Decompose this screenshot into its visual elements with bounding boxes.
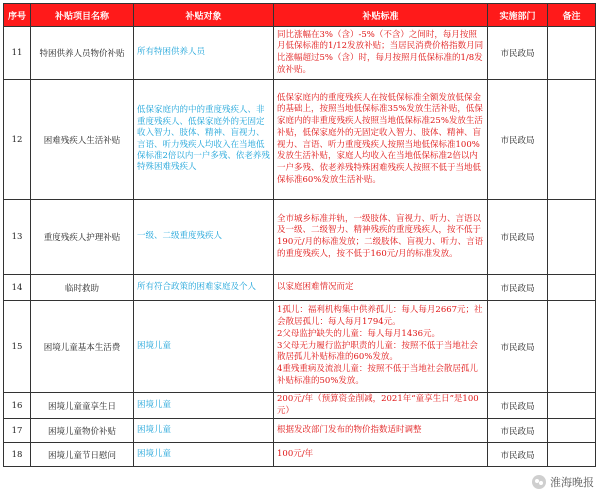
row-standard: 低保家庭内的重度残疾人在按低保标准全额发放低保金的基础上，按照当地低保标准35%发放生活补贴，低保家庭内的非重度残疾人按照当地低保标准25%发放生活补贴，低保家庭外的无固定收入智力、肢体、精神、盲视力、言语、听力重度残疾人按照当地低保标准100%发放生活补贴，家庭人均收入在当地低保标准2倍以内一户多残、依老养残特殊困难残疾人按照不低于当地低保标准60%发放生活补贴。 bbox=[274, 80, 488, 200]
table-row bbox=[4, 419, 596, 443]
row-target: 困境儿童 bbox=[134, 301, 274, 393]
row-no: 15 bbox=[4, 301, 31, 393]
table-row bbox=[4, 80, 596, 200]
table-row bbox=[4, 275, 596, 301]
header-row bbox=[4, 4, 596, 27]
row-name: 临时救助 bbox=[31, 275, 134, 301]
table-row bbox=[4, 200, 596, 275]
header-no: 序号 bbox=[4, 4, 31, 27]
row-name: 困境儿童节日慰问 bbox=[31, 443, 134, 467]
row-name: 困境儿童基本生活费 bbox=[31, 301, 134, 393]
row-target: 一级、二级重度残疾人 bbox=[134, 200, 274, 275]
row-note bbox=[548, 393, 596, 419]
row-dept: 市民政局 bbox=[488, 419, 548, 443]
watermark-text: 淮海晚报 bbox=[550, 476, 594, 489]
row-no: 17 bbox=[4, 419, 31, 443]
row-target: 困境儿童 bbox=[134, 419, 274, 443]
row-name: 重度残疾人护理补贴 bbox=[31, 200, 134, 275]
row-no: 13 bbox=[4, 200, 31, 275]
row-dept: 市民政局 bbox=[488, 443, 548, 467]
row-dept: 市民政局 bbox=[488, 27, 548, 80]
row-target: 所有特困供养人员 bbox=[134, 27, 274, 80]
row-note bbox=[548, 275, 596, 301]
table-row bbox=[4, 301, 596, 393]
row-note bbox=[548, 443, 596, 467]
watermark bbox=[532, 474, 594, 490]
table-row bbox=[4, 393, 596, 419]
row-standard: 100元/年 bbox=[274, 443, 488, 467]
row-standard: 200元/年（预算资金削减，2021年“童享生日”是100元） bbox=[274, 393, 488, 419]
table-row bbox=[4, 27, 596, 80]
header-name: 补贴项目名称 bbox=[31, 4, 134, 27]
row-note bbox=[548, 301, 596, 393]
table-row bbox=[4, 443, 596, 467]
row-dept: 市民政局 bbox=[488, 275, 548, 301]
row-target: 低保家庭内的中的重度残疾人、非重度残疾人、低保家庭外的无固定收入智力、肢体、精神、盲视力、言语、听力残疾人均收入在当地低保标准2倍以内一户多残、依老养残特殊困难残疾人 bbox=[134, 80, 274, 200]
row-dept: 市民政局 bbox=[488, 301, 548, 393]
standard-line: 4重残重病及流浪儿童：按照不低于当地社会散居孤儿补贴标准的50%发放。 bbox=[277, 364, 478, 386]
header-target: 补贴对象 bbox=[134, 4, 274, 27]
standard-line: 1孤儿：福利机构集中供养孤儿：每人每月2667元；社会散居孤儿：每人每月1794元。 bbox=[277, 305, 483, 328]
standard-line: 3父母无力履行监护职责的儿童：按照不低于当地社会散居孤儿补贴标准的60%发放。 bbox=[277, 340, 478, 363]
row-note bbox=[548, 80, 596, 200]
row-note bbox=[548, 27, 596, 80]
standard-line: 2父母监护缺失的儿童：每人每月1436元。 bbox=[277, 328, 441, 339]
row-note bbox=[548, 200, 596, 275]
row-standard bbox=[274, 301, 488, 393]
row-target: 所有符合政策的困难家庭及个人 bbox=[134, 275, 274, 301]
row-name: 特困供养人员物价补贴 bbox=[31, 27, 134, 80]
row-standard: 根据发改部门发布的物价指数适时调整 bbox=[274, 419, 488, 443]
row-no: 18 bbox=[4, 443, 31, 467]
row-standard: 同比涨幅在3%（含）-5%（不含）之间时，每月按照月低保标准的1/12发放补贴；当居民消费价格指数月同比涨幅超过5%（含）时，每月按照月低保标准的1/8发放补贴。 bbox=[274, 27, 488, 80]
row-target: 困境儿童 bbox=[134, 443, 274, 467]
row-standard: 以家庭困难情况而定 bbox=[274, 275, 488, 301]
row-name: 困境儿童童享生日 bbox=[31, 393, 134, 419]
row-no: 12 bbox=[4, 80, 31, 200]
row-dept: 市民政局 bbox=[488, 393, 548, 419]
row-dept: 市民政局 bbox=[488, 80, 548, 200]
row-dept: 市民政局 bbox=[488, 200, 548, 275]
header-note: 备注 bbox=[548, 4, 596, 27]
row-target: 困境儿童 bbox=[134, 393, 274, 419]
row-no: 11 bbox=[4, 27, 31, 80]
row-name: 困难残疾人生活补贴 bbox=[31, 80, 134, 200]
row-name: 困境儿童物价补贴 bbox=[31, 419, 134, 443]
row-note bbox=[548, 419, 596, 443]
subsidy-table bbox=[3, 3, 596, 467]
header-dept: 实施部门 bbox=[488, 4, 548, 27]
header-standard: 补贴标准 bbox=[274, 4, 488, 27]
wechat-icon bbox=[532, 475, 546, 489]
row-no: 14 bbox=[4, 275, 31, 301]
row-standard: 全市城乡标准并轨，一级肢体、盲视力、听力、言语以及一级、二级智力、精神残疾的重度残疾人，按不低于190元/月的标准发放；二级肢体、盲视力、听力、言语的重度残疾人，按不低于160元/月的标准发放。 bbox=[274, 200, 488, 275]
row-no: 16 bbox=[4, 393, 31, 419]
